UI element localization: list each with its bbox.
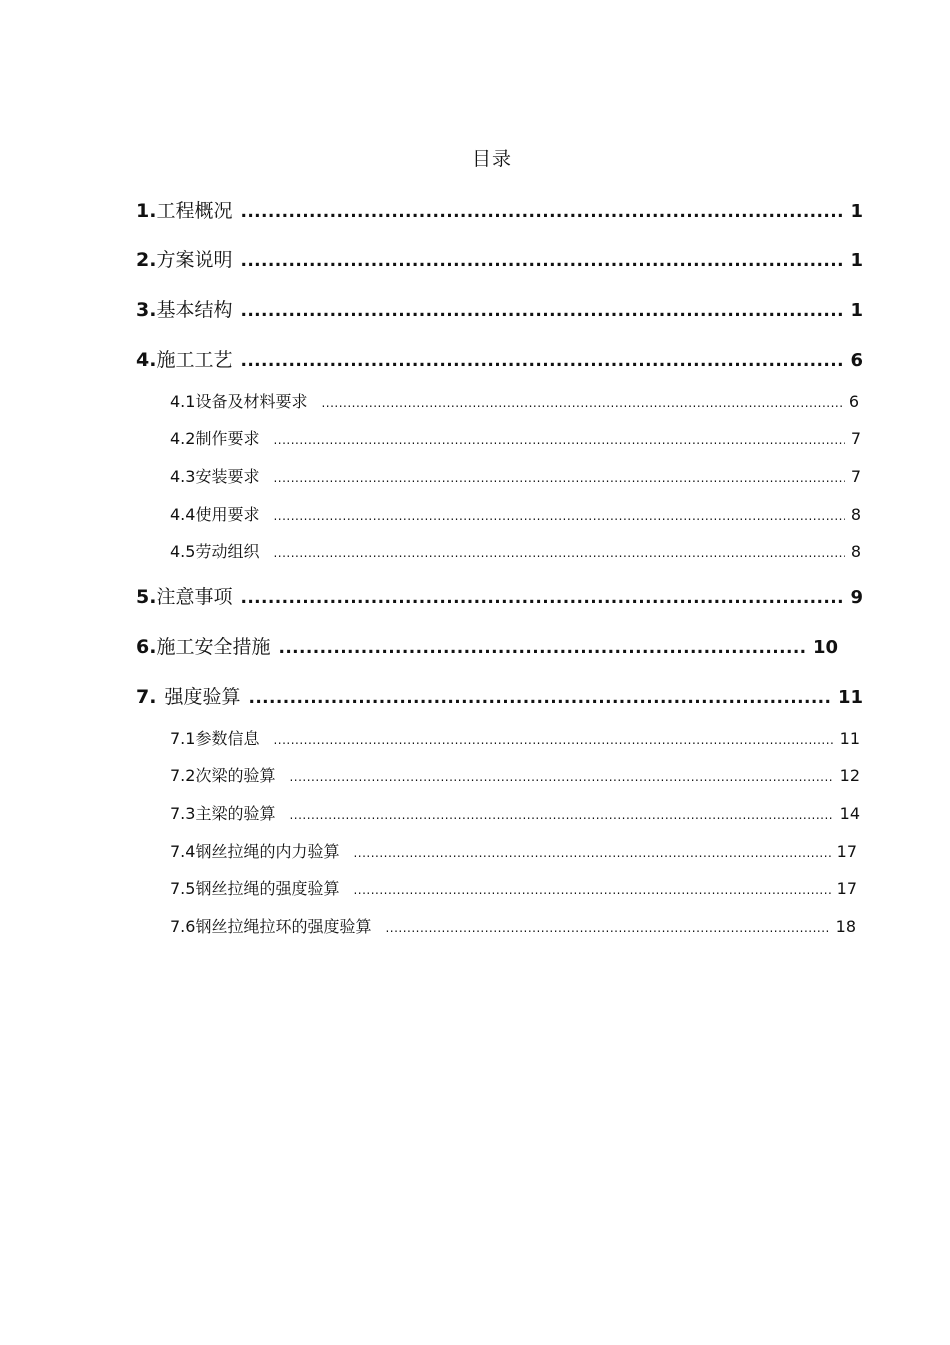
toc-entry[interactable] [136,245,863,272]
dot-leader [273,433,844,447]
dot-leader [278,638,806,658]
toc-entry-title: 钢丝拉绳的内力验算 [195,842,340,861]
toc-entry-page: 17 [836,879,857,898]
toc-entry-title: 方案说明 [156,249,233,271]
toc-entry[interactable] [136,345,863,372]
toc-entry-page: 6 [848,392,859,411]
toc-entry-title: 基本结构 [156,299,233,321]
toc-entry-page: 17 [836,842,857,861]
dot-leader [273,733,833,747]
toc-entry-number: 5. [136,586,157,608]
toc-subentry[interactable] [170,464,861,487]
toc-subentry[interactable] [170,876,857,899]
toc-entry-title: 设备及材料要求 [195,392,308,411]
dot-leader [273,509,844,523]
toc-entry-page: 1 [850,250,863,271]
toc-entry-page: 6 [850,350,863,371]
dot-leader [353,883,830,897]
dot-leader [240,301,844,321]
toc-entry-number: 4.1 [170,392,196,411]
toc-subentry[interactable] [170,539,861,562]
toc-entry-title: 工程概况 [156,200,233,222]
toc-entry-page: 12 [839,766,860,785]
toc-entry-page: 11 [839,729,860,748]
toc-entry-title: 钢丝拉绳拉环的强度验算 [195,917,372,936]
toc-entry-title: 次梁的验算 [195,766,276,785]
toc-entry-number: 4. [136,349,157,371]
toc-entry-title: 劳动组织 [195,542,260,561]
dot-leader [240,351,844,371]
toc-entry-number: 4.2 [170,429,196,448]
toc-subentry[interactable] [170,839,857,862]
dot-leader [289,770,833,784]
toc-entry-title: 制作要求 [195,429,260,448]
toc-entry-page: 10 [812,637,838,658]
toc-entry-number: 3. [136,299,157,321]
toc-entry-page: 11 [837,687,863,708]
toc-subentry[interactable] [170,914,856,937]
toc-entry-number: 7.5 [170,879,196,898]
toc-subentry[interactable] [170,426,861,449]
toc-subentry[interactable] [170,502,861,525]
toc-entry-page: 7 [850,467,861,486]
toc-entry-number: 4.4 [170,505,196,524]
toc-entry-title: 注意事项 [156,586,233,608]
toc-entry-page: 9 [850,587,863,608]
toc-entry-title: 施工工艺 [156,349,233,371]
toc-entry-title: 钢丝拉绳的强度验算 [195,879,340,898]
toc-entry-title: 强度验算 [164,686,241,708]
toc-entry[interactable] [136,196,863,223]
toc-entry-page: 8 [850,542,861,561]
toc-entry-number: 7.6 [170,917,196,936]
toc-entry-title: 主梁的验算 [195,804,276,823]
toc-entry[interactable] [136,632,838,659]
dot-leader [321,396,842,410]
toc-subentry[interactable] [170,726,860,749]
toc-entry-page: 7 [850,429,861,448]
toc-entry-title: 安装要求 [195,467,260,486]
toc-entry-title: 使用要求 [195,505,260,524]
toc-entry-number: 1. [136,200,157,222]
dot-leader [248,688,831,708]
toc-entry[interactable] [136,582,863,609]
dot-leader [353,846,830,860]
toc-entry-number: 4.3 [170,467,196,486]
toc-entry-page: 14 [839,804,860,823]
dot-leader [240,588,844,608]
toc-entry-number: 2. [136,249,157,271]
toc-entry-page: 18 [835,917,856,936]
toc-entry-title: 施工安全措施 [156,636,271,658]
toc-entry-number: 7.2 [170,766,196,785]
toc-entry-page: 1 [850,300,863,321]
dot-leader [289,808,833,822]
dot-leader [240,202,844,222]
toc-title: 目录 [471,148,512,170]
dot-leader [273,546,844,560]
toc-entry-number: 6. [136,636,157,658]
toc-entry-number: 7.3 [170,804,196,823]
toc-entry-number: 7.1 [170,729,196,748]
dot-leader [385,921,829,935]
toc-entry-page: 8 [850,505,861,524]
toc-subentry[interactable] [170,801,860,824]
toc-entry-page: 1 [850,201,863,222]
dot-leader [240,251,844,271]
toc-subentry[interactable] [170,389,859,412]
toc-entry[interactable] [136,682,863,709]
toc-entry-number: 4.5 [170,542,196,561]
toc-entry-number: 7.4 [170,842,196,861]
toc-subentry[interactable] [170,763,860,786]
toc-entry-number: 7. [136,686,157,708]
toc-entry-title: 参数信息 [195,729,260,748]
dot-leader [273,471,844,485]
toc-entry[interactable] [136,295,863,322]
